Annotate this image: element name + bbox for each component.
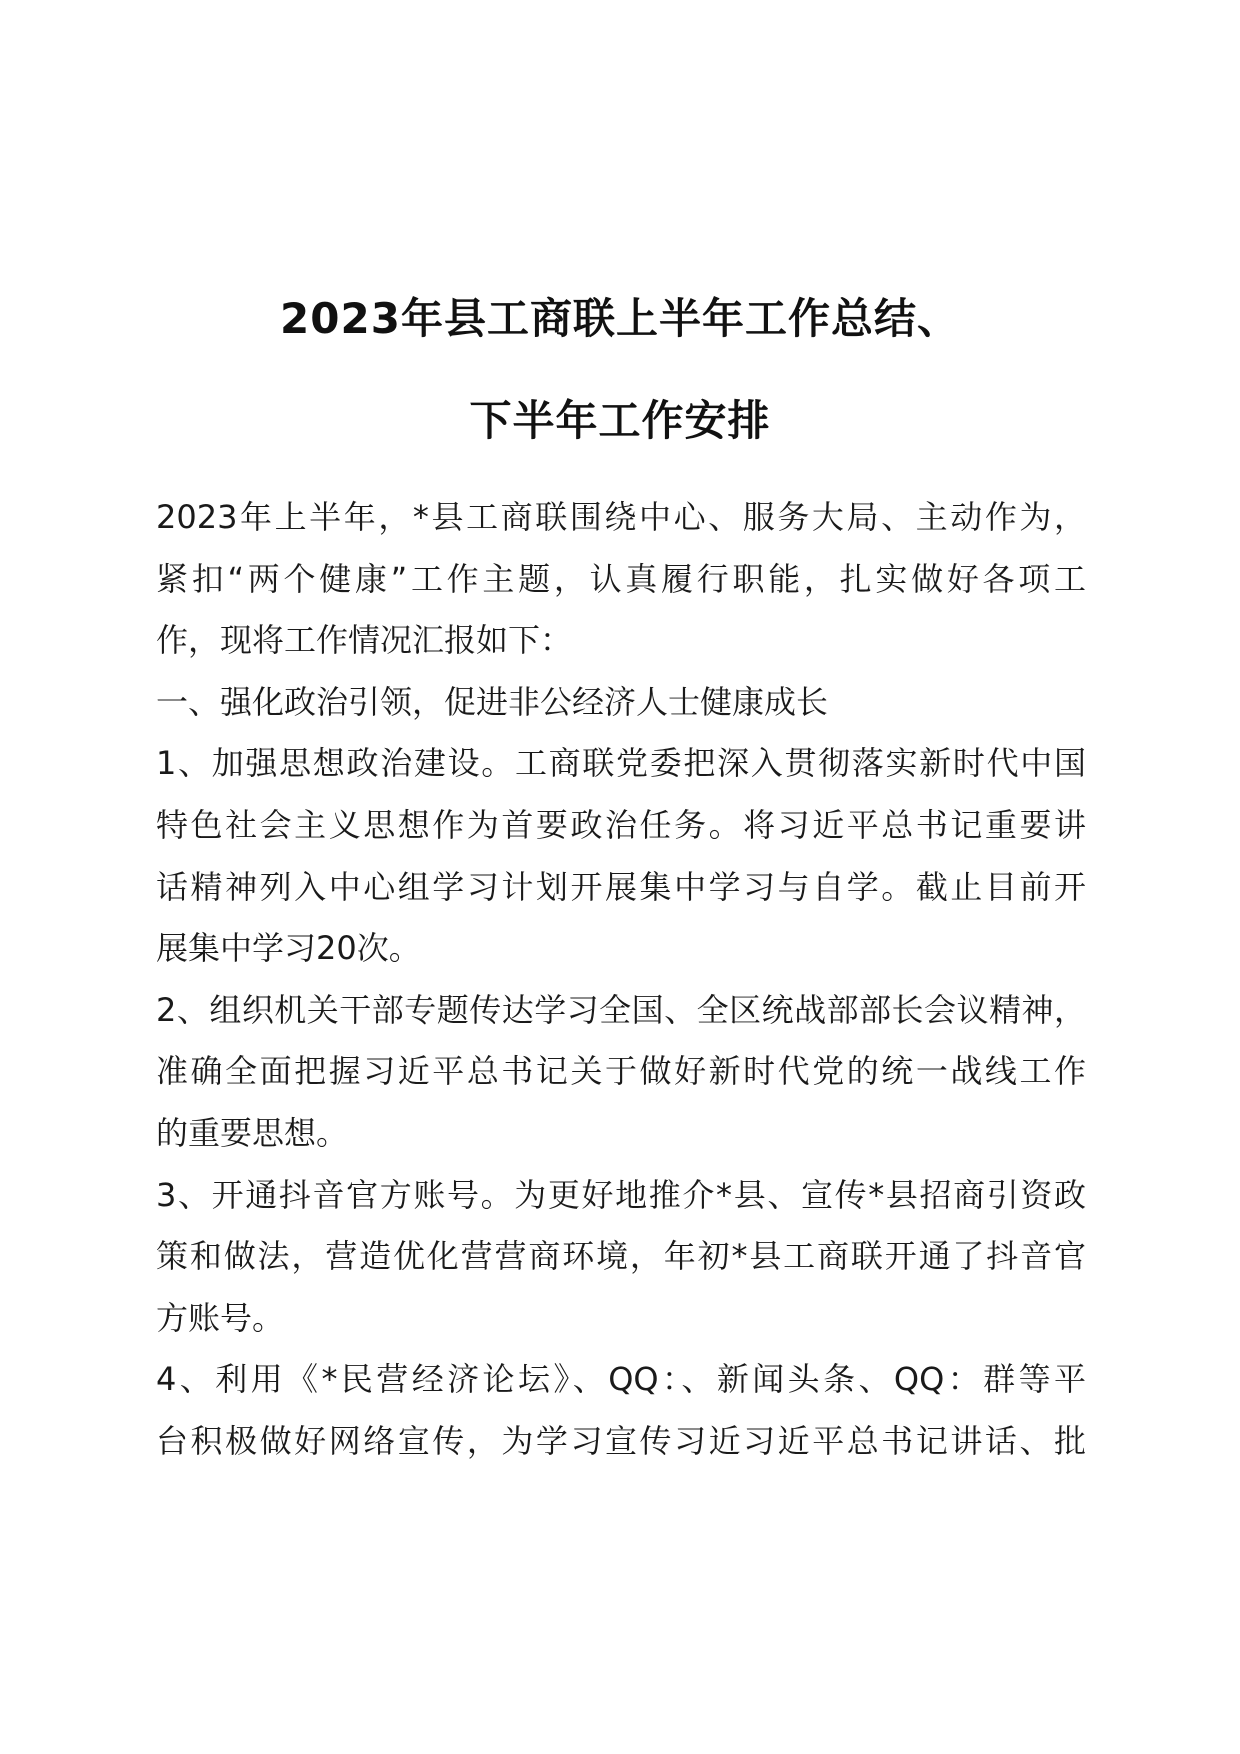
document-title-line-2: 下半年工作安排 <box>469 396 771 445</box>
body-line: 展集中学习20次。 <box>156 929 421 968</box>
body-line: 准确全面把握习近平总书记关于做好新时代党的统一战线工作 <box>156 1052 1086 1091</box>
document-title-line-1: 2023年县工商联上半年工作总结、 <box>280 294 960 343</box>
body-line: 策和做法，营造优化营营商环境，年初*县工商联开通了抖音官 <box>156 1237 1086 1276</box>
document-body <box>156 487 1086 1473</box>
body-line: 3、开通抖音官方账号。为更好地推介*县、宣传*县招商引资政 <box>156 1175 1086 1214</box>
body-line: 特色社会主义思想作为首要政治任务。将习近平总书记重要讲 <box>156 805 1086 844</box>
body-line: 1、加强思想政治建设。工商联党委把深入贯彻落实新时代中国 <box>156 744 1086 783</box>
body-line: 台积极做好网络宣传，为学习宣传习近习近平总书记讲话、批 <box>156 1421 1086 1460</box>
body-line: 方账号。 <box>156 1298 285 1337</box>
body-line: 2023年上半年，*县工商联围绕中心、服务大局、主动作为， <box>156 498 1086 536</box>
body-line: 一、强化政治引领，促进非公经济人士健康成长 <box>156 682 829 721</box>
body-line: 话精神列入中心组学习计划开展集中学习与自学。截止目前开 <box>156 867 1086 906</box>
body-line: 2、组织机关干部专题传达学习全国、全区统战部部长会议精神， <box>156 990 1086 1029</box>
body-line: 作，现将工作情况汇报如下： <box>156 621 573 660</box>
body-line: 紧扣“两个健康”工作主题，认真履行职能，扎实做好各项工 <box>156 559 1086 598</box>
body-line: 的重要思想。 <box>156 1113 349 1152</box>
body-line: 4、利用《*民营经济论坛》、QQ：、新闻头条、QQ：群等平 <box>156 1360 1086 1399</box>
